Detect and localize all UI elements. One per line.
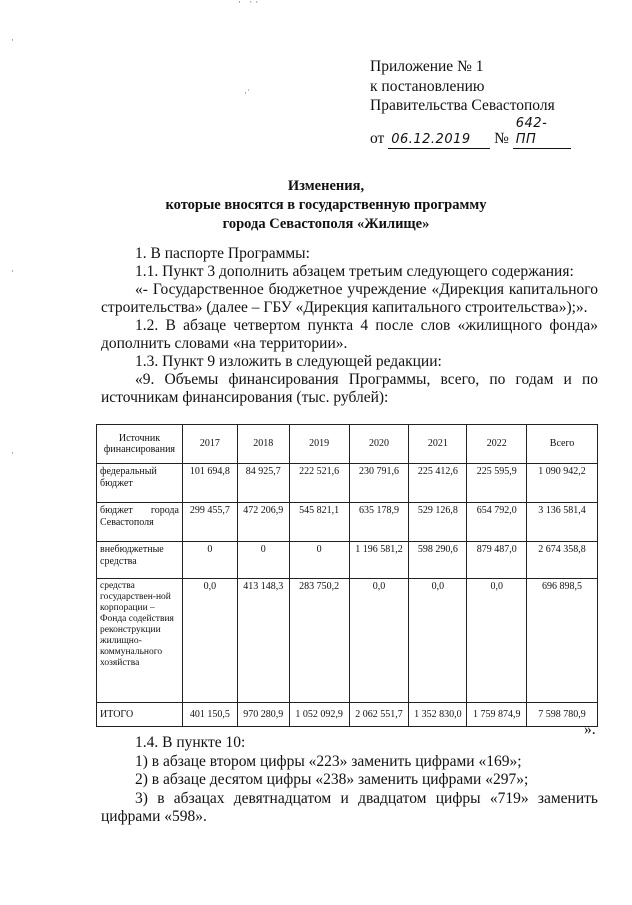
table-cell: 84 925,7 — [237, 464, 289, 503]
appendix-title: Приложение № 1 — [370, 58, 484, 75]
amendment-points — [101, 734, 598, 827]
scan-artifact: · ˙˙·˙·˙ — [238, 0, 262, 7]
row-label: бюджет города Севастополя — [97, 503, 183, 542]
appendix-block — [370, 57, 571, 149]
table-row — [97, 579, 598, 703]
table-cell: 598 290,6 — [409, 542, 467, 579]
table-cell: 1 196 581,2 — [349, 542, 409, 579]
appendix-date-line — [370, 116, 571, 149]
table-cell: 1 090 942,2 — [527, 464, 598, 503]
scan-artifact: · — [11, 448, 14, 458]
column-header: 2021 — [409, 425, 467, 464]
table-cell: 413 148,3 — [237, 579, 289, 703]
table-cell: 0,0 — [182, 579, 237, 703]
table-cell: 696 898,5 — [527, 579, 598, 703]
table-cell: 0 — [237, 542, 289, 579]
table-cell: 1 352 830,0 — [409, 703, 467, 727]
column-header: 2022 — [467, 425, 527, 464]
paragraph: 1. В паспорте Программы: — [135, 245, 310, 262]
body-text — [101, 245, 598, 407]
table-cell: 225 595,9 — [467, 464, 527, 503]
paragraph: 1) в абзаце втором цифры «223» заменить цифрами «169»; — [135, 752, 522, 770]
table-cell: 1 759 874,9 — [467, 703, 527, 727]
column-header: 2020 — [349, 425, 409, 464]
table-cell: 283 750,2 — [289, 579, 349, 703]
paragraph: 2) в абзаце десятом цифры «238» заменить цифрами «297»; — [135, 771, 529, 788]
paragraph: «- Государственное бюджетное учреждение «Дирекция капитального строительства» (далее – ГБУ «Дирекция капитального строительства»);». — [101, 281, 598, 316]
row-label: средства государствен-ной корпорации – Фонда содействия реконструкции жилищно-коммунального хозяйства — [97, 579, 183, 703]
date-prefix: от — [370, 129, 385, 147]
heading-line: города Севастополя «Жилище» — [222, 216, 430, 232]
table-row — [97, 503, 598, 542]
column-header: 2019 — [289, 425, 349, 464]
heading-line: которые вносятся в государственную программу — [165, 197, 487, 213]
column-header: 2017 — [182, 425, 237, 464]
table-cell: 7 598 780,9 — [527, 703, 598, 727]
table-row — [97, 542, 598, 579]
paragraph: 1.3. Пункт 9 изложить в следующей редакции: — [135, 353, 442, 370]
table-cell: 101 694,8 — [182, 464, 237, 503]
financing-table — [96, 424, 598, 727]
handwritten-number: 642-ПП — [513, 116, 571, 149]
table-cell: 299 455,7 — [182, 503, 237, 542]
column-header: Источник финансирования — [97, 425, 183, 464]
table-cell: 879 487,0 — [467, 542, 527, 579]
heading-line: Изменения, — [287, 178, 365, 194]
table-cell: 635 178,9 — [349, 503, 409, 542]
table-row — [97, 464, 598, 503]
column-header: 2018 — [237, 425, 289, 464]
number-prefix: № — [494, 129, 509, 147]
column-header: Всего — [527, 425, 598, 464]
appendix-authority: Правительства Севастополя — [370, 97, 555, 114]
table-cell: 0,0 — [349, 579, 409, 703]
appendix-subtitle: к постановлению — [370, 77, 485, 95]
table-cell: 529 126,8 — [409, 503, 467, 542]
row-label: внебюджетные средства — [97, 542, 183, 579]
paragraph: «9. Объемы финансирования Программы, всего, по годам и по источникам финансирования (тыс. рублей): — [101, 371, 598, 406]
table-cell: 2 674 358,8 — [527, 542, 598, 579]
paragraph: 1.4. В пункте 10: — [135, 734, 246, 751]
document-heading — [140, 177, 512, 234]
table-cell: 654 792,0 — [467, 503, 527, 542]
table-cell: 1 052 092,9 — [289, 703, 349, 727]
handwritten-date: 06.12.2019 — [388, 132, 490, 149]
table-cell: 225 412,6 — [409, 464, 467, 503]
table-cell: 0,0 — [467, 579, 527, 703]
row-label: ИТОГО — [97, 703, 183, 727]
row-label: федеральный бюджет — [97, 464, 183, 503]
table-cell: 0 — [289, 542, 349, 579]
table-cell: 472 206,9 — [237, 503, 289, 542]
scan-artifact: ·˙ — [244, 88, 250, 98]
paragraph: 1.2. В абзаце четвертом пункта 4 после слов «жилищного фонда» дополнить словами «на территории». — [101, 317, 598, 352]
table-cell: 222 521,6 — [289, 464, 349, 503]
paragraph: 3) в абзацах девятнадцатом и двадцатом цифры «719» заменить цифрами «598». — [101, 789, 598, 825]
table-cell: 401 150,5 — [182, 703, 237, 727]
table-cell: 970 280,9 — [237, 703, 289, 727]
table-row-total — [97, 703, 598, 727]
scan-artifact: · — [11, 35, 14, 45]
closing-quote: ». — [584, 721, 596, 738]
paragraph: 1.1. Пункт 3 дополнить абзацем третьим следующего содержания: — [135, 263, 574, 280]
table-cell: 230 791,6 — [349, 464, 409, 503]
table-cell: 0 — [182, 542, 237, 579]
table-cell: 3 136 581,4 — [527, 503, 598, 542]
scan-artifact: · — [11, 266, 14, 276]
table-cell: 545 821,1 — [289, 503, 349, 542]
table-header-row — [97, 425, 598, 464]
table-cell: 2 062 551,7 — [349, 703, 409, 727]
table-cell: 0,0 — [409, 579, 467, 703]
